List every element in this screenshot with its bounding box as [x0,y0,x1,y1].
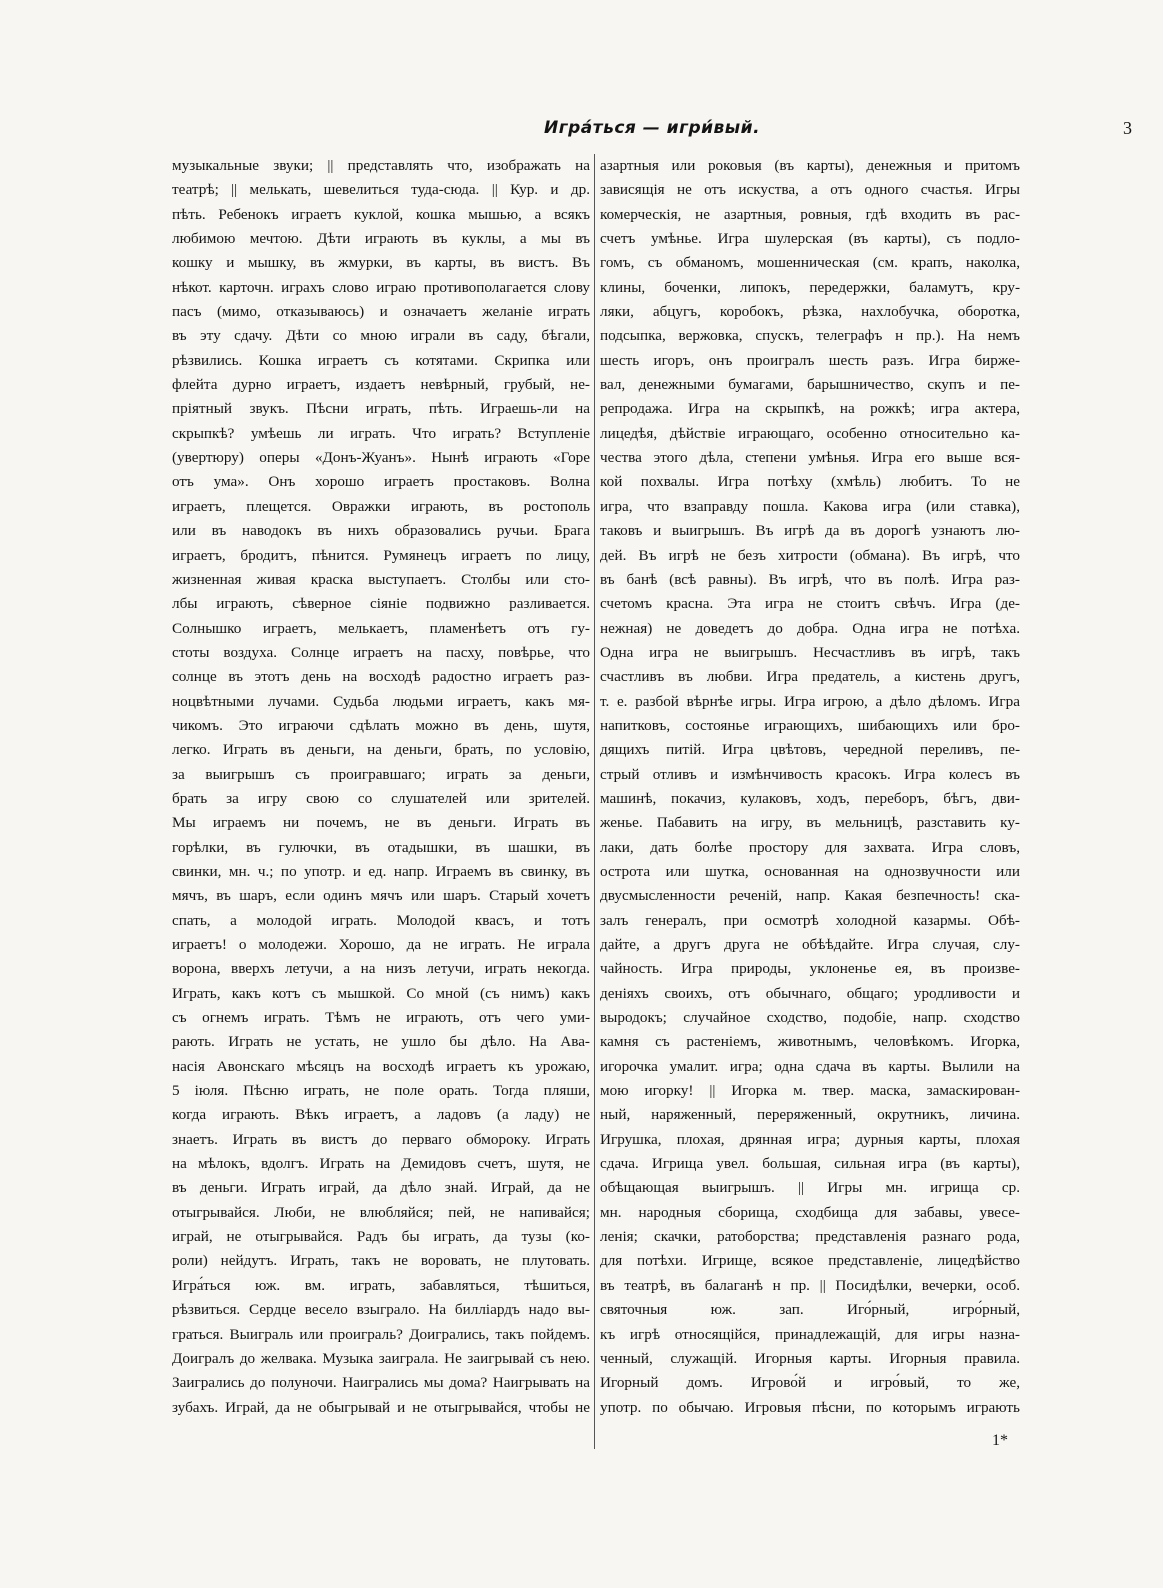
text-line: ворона, вверхъ летучи, а на низъ летучи, играть некогда. [172,960,590,978]
text-line: мн. народныя сборища, сходбища для забавы, увесе- [600,1203,1020,1221]
text-line: знаетъ. Играть въ вистъ до перваго обмороку. Играть [172,1130,590,1148]
text-line: гомъ, съ обманомъ, мошенническая (см. крапъ, наколка, [600,254,1020,272]
text-line: въ банѣ (всѣ равны). Въ игрѣ, что въ полѣ. Игра раз- [600,570,1020,588]
text-line: залъ генералъ, при осмотрѣ холодной казармы. Обѣ- [600,911,1020,929]
page-number: 3 [1123,118,1132,138]
text-line: таковъ и выигрышъ. Въ игрѣ да въ дорогѣ узнаютъ лю- [600,522,1020,540]
text-line: 5 іюля. Пѣсню играть, не поле орать. Тогда пляши, [172,1082,590,1100]
signature-mark: 1* [992,1432,1008,1449]
text-line: Доигралъ до желвака. Музыка заиграла. Не заигрывай съ нею. [172,1349,590,1367]
text-line: лаки, дать болѣе простору для захвата. Игра словъ, [600,838,1020,856]
text-line: дайте, а другъ друга не обѣѣдайте. Игра случая, слу- [600,936,1020,953]
text-line: зависящія не отъ искуства, а отъ одного счастья. Игры [600,181,1020,199]
text-line: счастливъ въ любви. Игра предатель, а кистень другъ, [600,668,1020,686]
text-line: Игрушка, плохая, дрянная игра; дурныя карты, плохая [600,1130,1020,1148]
text-line: пасъ (мимо, отказываюсь) и означаетъ желаніе играть [172,303,590,321]
text-line: ленія; скачки, ратоборства; представленія разнаго рода, [600,1228,1020,1246]
text-line: роли) нейдутъ. Играть, такъ не воровать, не плутовать. [172,1252,590,1270]
text-line: солнце въ этотъ день на восходѣ радостно играетъ раз- [172,668,590,686]
text-line: чикомъ. Это играючи сдѣлать можно въ день, шутя, [172,716,590,734]
text-line: вал, денежными бумагами, барышничество, скупъ и пе- [600,376,1020,394]
text-line: къ игрѣ относящійся, принадлежащій, для игры назна- [600,1325,1020,1343]
text-line: играй, не отыгрывайся. Радъ бы играть, да тузы (ко- [172,1228,590,1246]
text-line: репродажа. Игра на скрыпкѣ, на рожкѣ; игра актера, [600,400,1020,418]
text-line: отыгрывайся. Люби, не влюбляйся; пей, не напивайся; [172,1203,590,1221]
text-line: игорочка умалит. игра; одна сдача въ карты. Вылили на [600,1057,1020,1075]
page-title: Игра́ться — игри́вый. [543,118,761,138]
text-line: играетъ! о молодежи. Хорошо, да не играть. Не играла [172,936,590,953]
text-line: кошку и мышку, въ жмурки, въ карты, въ вистъ. Въ [172,254,590,272]
text-line: лбы играють, сѣверное сіяніе подвижно разливается. [172,595,590,613]
text-line: горѣлки, въ гулючки, въ отадышки, въ шашки, въ [172,838,590,856]
text-line: сдача. Игрища увел. большая, сильная игра (въ карты), [600,1155,1020,1173]
text-line: чайность. Игра природы, уклоненье ея, въ произве- [600,960,1020,978]
text-line: подсыпка, вержовка, спускъ, телеграфъ н пр.). На немъ [600,327,1020,345]
text-line: Мы играемъ ни почемъ, не въ деньги. Играть въ [172,814,590,832]
text-line: дей. Въ игрѣ не безъ хитрости (обмана). Въ игрѣ, что [600,546,1020,564]
text-line: женье. Пабавить на игру, въ мельницѣ, разставить ку- [600,814,1020,832]
text-line: ноцвѣтными лучами. Судьба людьми играетъ, какъ мя- [172,692,590,710]
text-line: деніяхъ своихъ, отъ обычнаго, общаго; уродливости и [600,984,1020,1002]
text-line: флейта дурно играетъ, издаетъ невѣрный, грубый, не- [172,376,590,394]
text-line: въ эту сдачу. Дѣти со мною играли въ саду, бѣгали, [172,327,590,345]
text-line: машинѣ, покачиз, кулаковъ, ходъ, переборъ, бѣгъ, дви- [600,789,1020,807]
text-line: легко. Играть въ деньги, на деньги, брать, по условію, [172,741,590,759]
text-line: мою игорку! || Игорка м. твер. маска, замаскирован- [600,1082,1020,1100]
text-line: комерческія, не азартныя, ровныя, гдѣ входить въ рас- [600,205,1020,223]
text-line: дящихъ питій. Игра цвѣтовъ, чередной переливъ, пе- [600,741,1020,759]
text-line: ный, наряженный, переряженный, окрутникъ, личина. [600,1106,1020,1124]
text-line: нежная) не доведетъ до добра. Одна игра не потѣха. [600,619,1020,637]
text-line: кой похвалы. Игра потѣху (хмѣль) любитъ. То не [600,473,1020,491]
text-line: музыкальные звуки; || представлять что, изображать на [172,157,590,174]
text-line: театрѣ; || мелькать, шевелиться туда-сюда. || Кур. и др. [172,181,590,199]
text-line: насія Авонскаго мѣсяцъ на восходѣ играетъ къ урожаю, [172,1057,590,1075]
text-line: спать, а молодой играть. Молодой квасъ, и тотъ [172,911,590,929]
text-line: Заигрались до полуночи. Наигрались мы дома? Наигрывать на [172,1374,590,1392]
text-line: (увертюру) оперы «Донъ-Жуанъ». Нынѣ играють «Горе [172,449,590,467]
text-line: камня съ растеніемъ, животнымъ, человѣкомъ. Игорка, [600,1033,1020,1051]
text-line: клины, боченки, липокъ, передержки, баламутъ, кру- [600,278,1020,296]
text-line: брать за игру свою со слушателей или зрителей. [172,789,590,807]
text-line: рѣзвиться. Сердце весело взыграло. На билліардъ надо вы- [172,1301,590,1319]
text-line: т. е. разбой вѣрнѣе игры. Игра игрою, а дѣло дѣломъ. Игра [600,692,1020,710]
text-line: стоты воздуха. Солнце играетъ на пасху, повѣрье, что [172,643,590,661]
text-line: Одна игра не выигрышъ. Несчастливъ въ игрѣ, такъ [600,643,1020,661]
text-line: лицедѣя, дѣйствіе играющаго, особенно относительно ка- [600,424,1020,442]
text-line: стрый отливъ и измѣнчивость красокъ. Игра колесъ въ [600,765,1020,783]
running-head [172,118,1132,140]
text-line: ляки, абцугъ, коробокъ, рѣзка, нахлобучка, оборотка, [600,303,1020,321]
text-line: шесть игоръ, онъ проигралъ шесть разъ. Игра бирже- [600,351,1020,369]
text-line: чества этого дѣла, степени умѣнья. Игра его выше вся- [600,449,1020,467]
text-line: мячъ, въ шаръ, если одинъ мячъ или шаръ. Старый хочетъ [172,887,590,905]
text-line: напитковъ, состоянье играющихъ, шибающихъ или бро- [600,716,1020,734]
text-line: граться. Выиграль или проиграль? Доигрались, такъ пойдемъ. [172,1325,590,1343]
text-line: употр. по обычаю. Игровыя пѣсни, по которымъ играють [600,1398,1020,1416]
text-line: или въ наводокъ въ нихъ образовались ручьи. Брага [172,522,590,540]
text-line: счетъ умѣнье. Игра шулерская (въ карты), съ подло- [600,230,1020,248]
text-line: святочныя юж. зап. Иго́рный, игро́рный, [600,1301,1020,1319]
text-line: пріятный звукъ. Пѣсни играть, пѣть. Играешь-ли на [172,400,590,418]
text-line: отъ ума». Онъ хорошо играетъ простаковъ. Волна [172,473,590,491]
text-line: азартныя или роковыя (въ карты), денежныя и притомъ [600,157,1020,174]
text-line: острота или шутка, основанная на однозвучности или [600,862,1020,880]
text-line: играетъ, плещется. Овражки играють, въ ростополь [172,497,590,515]
text-line: скрыпкѣ? умѣешь ли играть. Что играть? Вступленіе [172,424,590,442]
text-line: Игра́ться юж. вм. играть, забавляться, тѣшиться, [172,1276,590,1294]
text-line [172,1420,590,1424]
text-line: рѣзвились. Кошка играетъ съ котятами. Скрипка или [172,351,590,369]
text-line: въ деньги. Играть играй, да дѣло знай. Играй, да не [172,1179,590,1197]
text-line: обѣщающая выигрышъ. || Игры мн. игрища ср. [600,1179,1020,1197]
text-line: зубахъ. Играй, да не обыгрывай и не отыгрывайся, чтобы не [172,1398,590,1416]
text-line: для потѣхи. Игрище, всякое представленіе, лицедѣйство [600,1252,1020,1270]
text-line: игра, что взаправду пошла. Какова игра (или ставка), [600,497,1020,515]
text-line: жизненная живая краска выступаетъ. Столбы или сто- [172,570,590,588]
text-line: свинки, мн. ч.; по употр. и ед. напр. Играемъ въ свинку, въ [172,862,590,880]
text-line: Игорный домъ. Игрово́й и игро́вый, то же, [600,1374,1020,1392]
text-line: на мѣлокъ, вдолгъ. Играть на Демидовъ счетъ, шутя, не [172,1155,590,1173]
right-column [600,154,1020,1424]
text-line: играетъ, бродитъ, пѣнится. Румянецъ играетъ по лицу, [172,546,590,564]
text-line: пѣть. Ребенокъ играетъ куклой, кошка мышью, а всякъ [172,205,590,223]
text-line [600,1420,1020,1424]
text-line: рають. Играть не устать, не ушло бы дѣло. На Ава- [172,1033,590,1051]
text-line: Солнышко играетъ, мелькаетъ, пламенѣетъ отъ гу- [172,619,590,637]
text-line: съ огнемъ играть. Тѣмъ не играють, отъ чего уми- [172,1009,590,1027]
text-line: двусмысленности реченій, напр. Какая безпечность! ска- [600,887,1020,905]
text-line: выродокъ; случайное сходство, подобіе, напр. сходство [600,1009,1020,1027]
left-column [172,154,590,1424]
text-line: нѣкот. карточн. играхъ слово играю противополагается слову [172,278,590,296]
text-line: Играть, какъ котъ съ мышкой. Со мной (съ нимъ) какъ [172,984,590,1002]
text-line: ченный, служащій. Игорныя карты. Игорныя правила. [600,1349,1020,1367]
text-line: въ театрѣ, въ балаганѣ н пр. || Посидѣлки, вечерки, особ. [600,1276,1020,1294]
text-line: когда играють. Вѣкъ играетъ, а ладовъ (а ладу) не [172,1106,590,1124]
text-line: за выигрышъ съ проигравшаго; играть за деньги, [172,765,590,783]
text-line: счетомъ красна. Эта игра не стоитъ свѣчъ. Игра (де- [600,595,1020,613]
column-divider [594,154,595,1449]
text-line: любимою мечтою. Дѣти играють въ куклы, а мы въ [172,230,590,248]
